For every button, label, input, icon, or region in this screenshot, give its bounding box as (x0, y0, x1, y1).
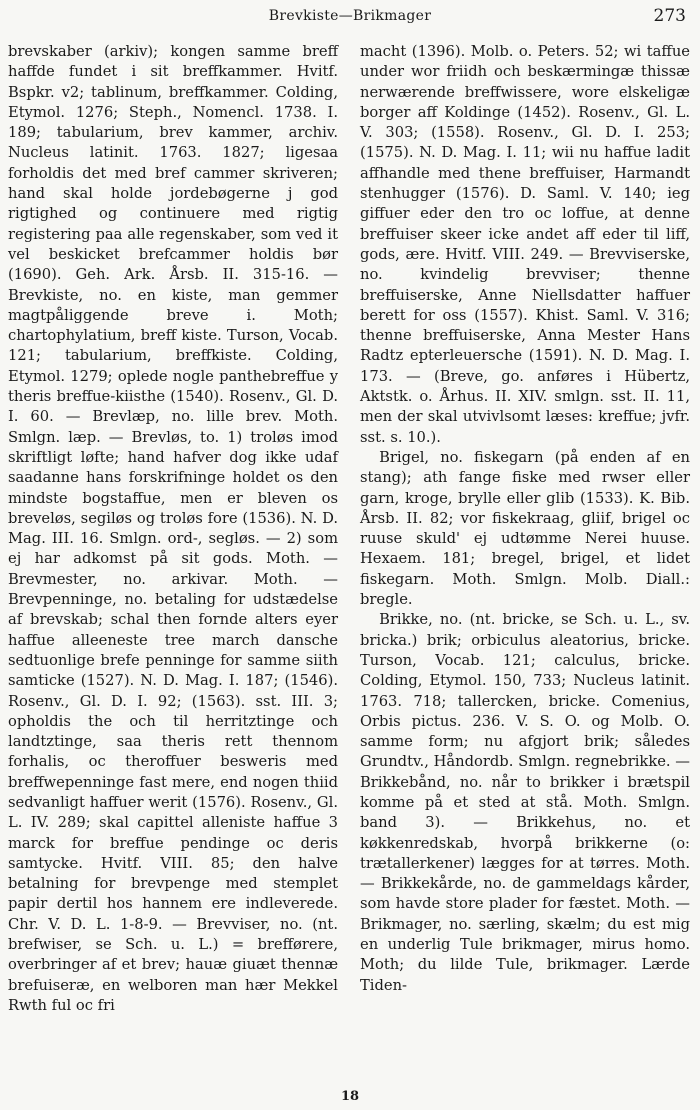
signature-mark: 18 (340, 1089, 360, 1104)
running-title: Brevkiste—Brikmager (268, 8, 432, 24)
paragraph: brevskaber (arkiv); kongen samme breff haffde fundet i sit breffkammer. Hvitf. Bspkr. v2; tablinum, breffkammer. Colding, Etymol. 1276; Steph., Nomencl. 1738. I. 189; tabularium, brev kammer, archiv. Nucleus latinit. 1763. 1827; ligesaa forholdis det med bref cammer skriveren; hand skal holde jordebøgerne j god rigtighed og continuere med rigtig registering paa alle regenskaber, som ved it vel beskicket brefcammer holdis bør (1690). Geh. Ark. Årsb. II. 315-16. — Brevkiste, no. en kiste, man gemmer magtpåliggende breve i. Moth; chartophylatium, breff kiste. Turson, Vocab. 121; tabularium, breffkiste. Colding, Etymol. 1279; oplede nogle panthebreffue y theris breffue-kiisthe (1540). Rosenv., Gl. D. I. 60. — Brevlæp, no. lille brev. Moth. Smlgn. læp. — Brevløs, to. 1) troløs imod skriftligt løfte; hand hafver dog ikke udaf saadanne hans forskrifninge holdet os den mindste bogstaffue, men er bleven os breveløs, segiløs og troløs fore (1536). N. D. Mag. III. 16. Smlgn. ord-, segløs. — 2) som ej har adkomst på sit gods. Moth. — Brevmester, no. arkivar. Moth. — Brevpenninge, no. betaling for udstædelse af brevskab; schal then fornde alters eyer haffue alleeneste tree march dansche sedtuonlige brefe penninge for samme siith samticke (1527). N. D. Mag. I. 187; (1546). Rosenv., Gl. D. I. 92; (1563). sst. III. 3; opholdis the och til herritztinge och landtztinge, saa theris rett thennom forhalis, oc theroffuer besweris med breffwepenninge fast mere, end nogen thiid sedvanligt haffuer werit (1576). Rosenv., Gl. L. IV. 289; skal capittel alleniste haffue 3 marck for breffue pendinge oc deris samtycke. Hvitf. VIII. 85; den halve betalning for brevpenge med stemplet papir dertil hos hannem ere indleverede. Chr. V. D. L. 1-8-9. — Brevviser, no. (nt. brefwiser, se Sch. u. L.) = brefførere, overbringer af et brev; hauæ giuæt thennæ brefuiseræ, en welboren man hær Mekkel Rwth ful oc fri (8, 43, 338, 1014)
paragraph: Brigel, no. fiskegarn (på enden af en stang); ath fange fiske med rwser eller garn, kroge, brylle eller glib (1533). K. Bib. Årsb. II. 82; vor fiskekraag, gliif, brigel oc ruuse skuld' ej udtømme Nerei huuse. Hexaem. 181; bregel, brigel, et lidet fiskegarn. Moth. Smlgn. Molb. Diall.: bregle. (360, 448, 690, 609)
paragraph: Brikke, no. (nt. bricke, se Sch. u. L., sv. bricka.) brik; orbiculus aleatorius, bricke. Turson, Vocab. 121; calculus, bricke. Colding, Etymol. 150, 733; Nucleus latinit. 1763. 718; tallercken, bricke. Comenius, Orbis pictus. 236. V. S. O. og Molb. O. samme form; nu afgjort brik; således Grundtv., Håndordb. Smlgn. regnebrikke. — Brikkebånd, no. når to brikker i brætspil komme på et sted at stå. Moth. Smlgn. band 3). — Brikkehus, no. et køkkenredskab, hvorpå brikkerne (o: trætallerkener) lægges for at tørres. Moth. — Brikkekårde, no. de gammeldags kårder, som havde store plader for fæstet. Moth. — Brikmager, no. særling, skælm; du est mig en underlig Tule brikmager, mirus homo. Moth; du lilde Tule, brikmager. Lærde Tiden- (360, 611, 690, 994)
page-header (0, 6, 700, 30)
page-number: 273 (653, 6, 686, 26)
paragraph: macht (1396). Molb. o. Peters. 52; wi taffue under wor friidh och beskærmingæ thissæ nerwærende breffwissere, wore elskeligæ borger aff Koldinge (1452). Rosenv., Gl. L. V. 303; (1558). Rosenv., Gl. D. I. 253; (1575). N. D. Mag. I. 11; wii nu haffue ladit affhandle med thene breffuiser, Harmandt stenhugger (1576). D. Saml. V. 140; ieg giffuer eder den tro oc loffue, at denne breffuiser skeer icke andet aff eder til liff, gods, ære. Hvitf. VIII. 249. — Brevviserske, no. kvindelig brevviser; thenne breffuiserske, Anne Niellsdatter haffuer berett for oss (1557). Khist. Saml. V. 316; thenne breffuiserske, Anna Mester Hans Radtz epterleuersche (1591). N. D. Mag. I. 173. — (Breve, go. anføres i Hübertz, Aktstk. o. Århus. II. XIV. smlgn. sst. II. 11, men der skal utvivlsomt læses: kreffue; jvfr. sst. s. 10.). (360, 43, 690, 446)
left-column (8, 42, 338, 1016)
right-column (360, 42, 690, 996)
